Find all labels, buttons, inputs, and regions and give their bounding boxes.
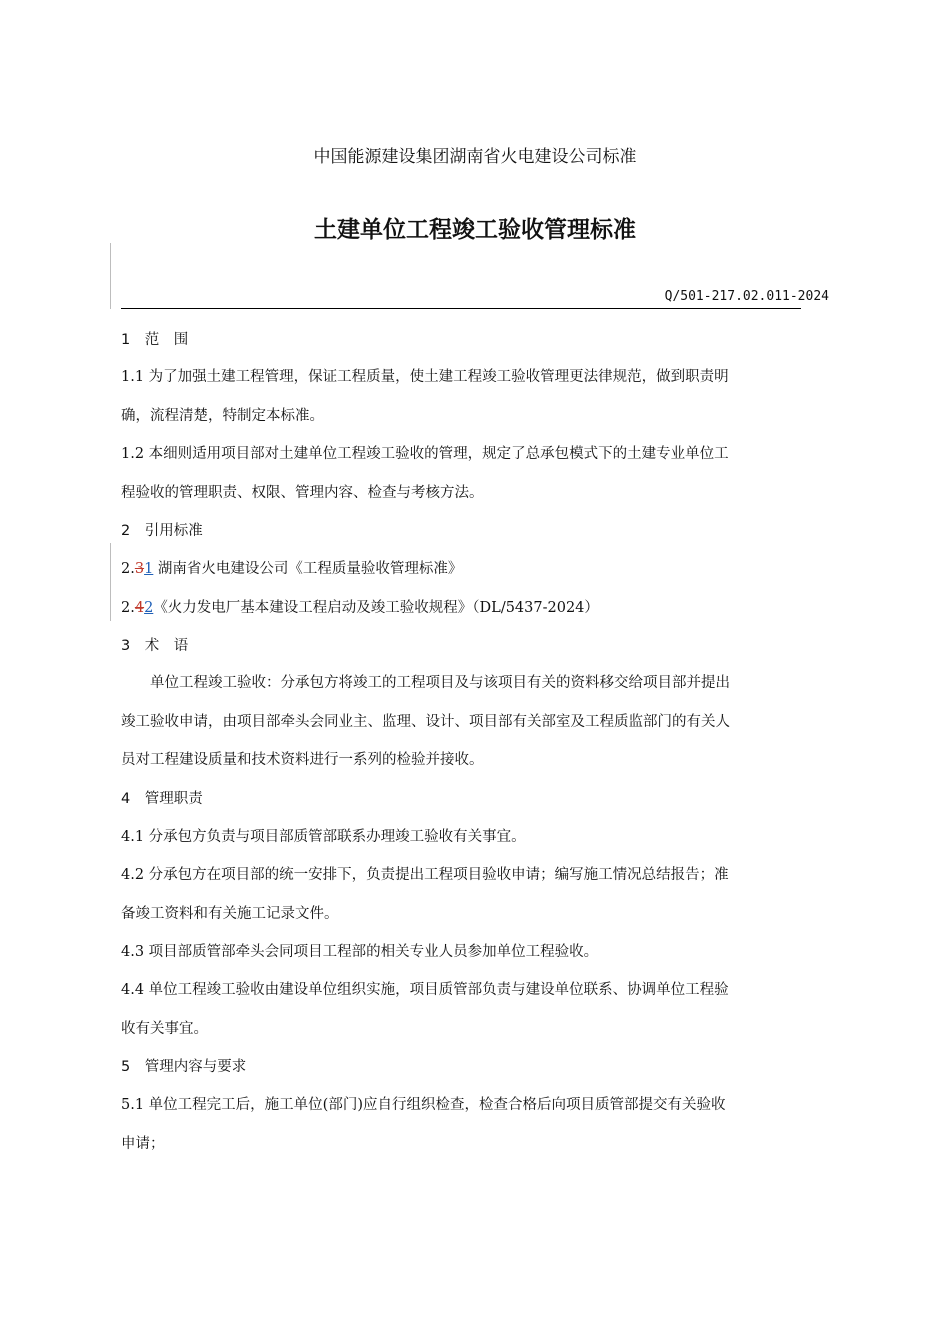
section-2-heading: 2 引用标准 <box>121 523 203 539</box>
clause-1-1-line-1: 1.1 为了加强土建工程管理，保证工程质量，使土建工程竣工验收管理更法律规范，做到职责明 <box>121 369 729 385</box>
clause-1-2-line-1: 1.2 本细则适用项目部对土建单位工程竣工验收的管理，规定了总承包模式下的土建专业单位工 <box>121 446 729 462</box>
clause-5-1-line-1: 5.1 单位工程完工后，施工单位(部门)应自行组织检查，检查合格后向项目质管部提交有关验收 <box>121 1097 726 1113</box>
tracked-insertion: 1 <box>144 561 154 577</box>
definition-line-1: 单位工程竣工验收：分承包方将竣工的工程项目及与该项目有关的资料移交给项目部并提出 <box>121 675 730 691</box>
section-4-heading: 4 管理职责 <box>121 791 203 807</box>
reference-text: 湖南省火电建设公司《工程质量验收管理标准》 <box>153 561 463 577</box>
margin-bar <box>110 243 111 309</box>
reference-2-2 <box>121 596 599 617</box>
organization-name: 中国能源建设集团湖南省火电建设公司标准 <box>313 147 637 167</box>
clause-4-2-line-1: 4.2 分承包方在项目部的统一安排下，负责提出工程项目验收申请；编写施工情况总结报告；准 <box>121 867 729 883</box>
clause-4-4-line-2: 收有关事宜。 <box>121 1021 208 1037</box>
tracked-deletion: 4 <box>134 600 145 616</box>
clause-1-2-line-2: 程验收的管理职责、权限、管理内容、检查与考核方法。 <box>121 485 484 501</box>
section-3-heading: 3 术 语 <box>121 638 189 654</box>
standard-code: Q/501-217.02.011-2024 <box>664 289 829 304</box>
reference-2-1 <box>121 557 462 578</box>
change-bar <box>110 543 111 621</box>
definition-line-2: 竣工验收申请，由项目部牵头会同业主、监理、设计、项目部有关部室及工程质监部门的有关人 <box>121 714 730 730</box>
tracked-insertion: 2 <box>144 600 154 616</box>
clause-4-2-line-2: 备竣工资料和有关施工记录文件。 <box>121 906 339 922</box>
reference-number-prefix: 2. <box>121 600 135 616</box>
header-rule <box>121 308 801 309</box>
clause-4-1: 4.1 分承包方负责与项目部质管部联系办理竣工验收有关事宜。 <box>121 829 526 845</box>
section-1-heading: 1 范 围 <box>121 332 189 348</box>
reference-number-prefix: 2. <box>121 561 135 577</box>
tracked-deletion: 3 <box>134 561 145 577</box>
reference-text: 《火力发电厂基本建设工程启动及竣工验收规程》（DL/5437-2024） <box>153 600 599 616</box>
clause-5-1-line-2: 申请； <box>121 1136 165 1152</box>
definition-line-3: 员对工程建设质量和技术资料进行一系列的检验并接收。 <box>121 752 484 768</box>
clause-1-1-line-2: 确，流程清楚，特制定本标准。 <box>121 408 324 424</box>
section-5-heading: 5 管理内容与要求 <box>121 1059 247 1075</box>
clause-4-4-line-1: 4.4 单位工程竣工验收由建设单位组织实施，项目质管部负责与建设单位联系、协调单位工程验 <box>121 982 729 998</box>
document-title: 土建单位工程竣工验收管理标准 <box>314 217 636 243</box>
clause-4-3: 4.3 项目部质管部牵头会同项目工程部的相关专业人员参加单位工程验收。 <box>121 944 599 960</box>
